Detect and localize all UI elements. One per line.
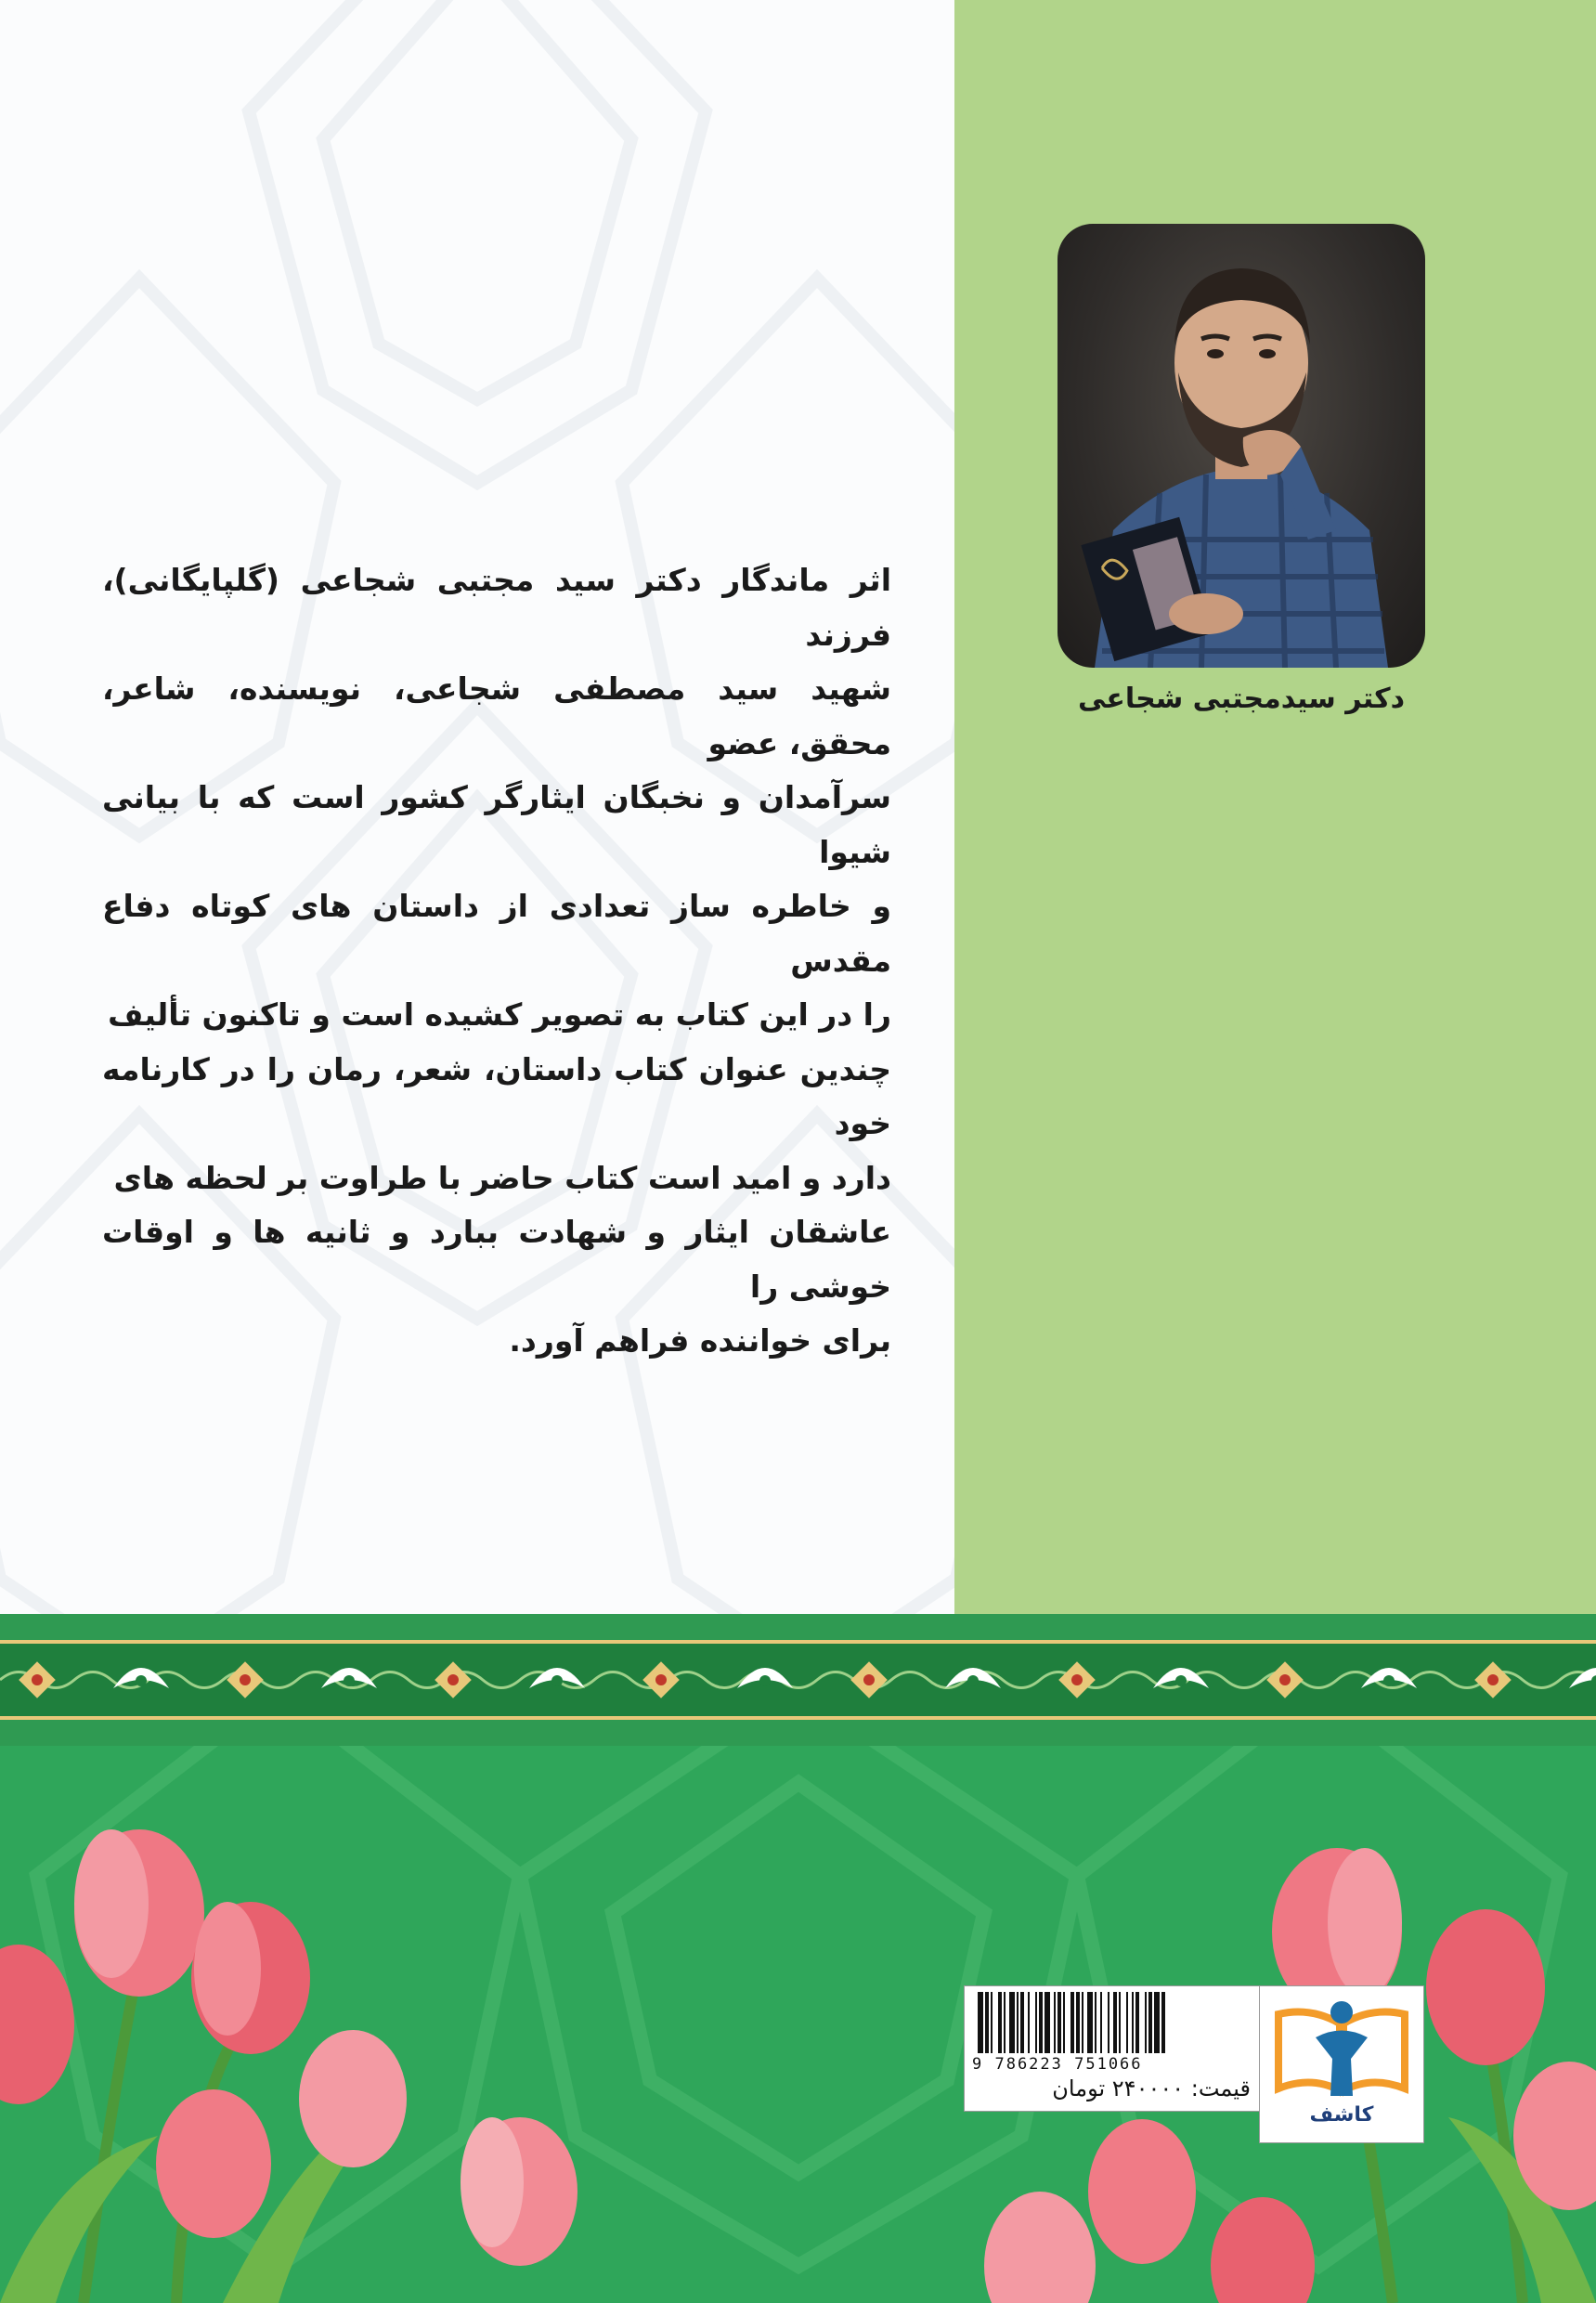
- barcode-bar: [1100, 1992, 1102, 2053]
- barcode-bar: [1028, 1992, 1030, 2053]
- blurb-line: شهید سید مصطفی شجاعی، نویسنده، شاعر، محقق، عضو: [102, 670, 891, 761]
- barcode-bar: [1135, 1992, 1139, 2053]
- author-portrait: [1058, 224, 1425, 668]
- barcode-bar: [1126, 1992, 1128, 2053]
- barcode-bar: [1054, 1992, 1056, 2053]
- barcode-bar: [1145, 1992, 1147, 2053]
- barcode-bar: [978, 1992, 983, 2053]
- blurb-line: اثر ماندگار دکتر سید مجتبی شجاعی (گلپایگانی)، فرزند: [102, 562, 891, 653]
- gold-motif: [1266, 1661, 1304, 1698]
- barcode-bar: [1063, 1992, 1065, 2053]
- author-blurb: [102, 553, 891, 1369]
- barcode-bar: [1119, 1992, 1121, 2053]
- barcode-bar: [1148, 1992, 1152, 2053]
- barcode-bar: [1009, 1992, 1015, 2053]
- blurb-line: برای خواننده فراهم آورد.: [509, 1322, 891, 1359]
- gold-motif: [19, 1661, 56, 1698]
- barcode-bar: [1082, 1992, 1083, 2053]
- white-motif: [1361, 1668, 1417, 1688]
- barcode-bar: [1108, 1992, 1109, 2053]
- white-motif: [1569, 1668, 1596, 1688]
- barcode-bar: [1017, 1992, 1019, 2053]
- blurb-line: سرآمدان و نخبگان ایثارگر کشور است که با بیانی شیوا: [102, 779, 891, 870]
- blurb-line: و خاطره ساز تعدادی از داستان های کوتاه دفاع مقدس: [102, 888, 891, 979]
- barcode-bar: [1058, 1992, 1061, 2053]
- barcode-bar: [998, 1992, 1002, 2053]
- gold-motif: [227, 1661, 264, 1698]
- isbn-number: 9 786223 751066: [972, 2055, 1143, 2074]
- gold-motif: [642, 1661, 680, 1698]
- barcode-box: [964, 1985, 1261, 2112]
- blurb-line: دارد و امید است کتاب حاضر با طراوت بر لحظه های: [113, 1159, 891, 1196]
- blurb-line: چندین عنوان کتاب داستان، شعر، رمان را در کارنامه خود: [102, 1050, 891, 1141]
- author-photo: [1058, 224, 1425, 668]
- barcode-bar: [1070, 1992, 1074, 2053]
- isbn-barcode: [974, 1992, 1252, 2055]
- publisher-logo-box: [1259, 1985, 1424, 2143]
- gold-motif: [850, 1661, 888, 1698]
- barcode-bar: [1076, 1992, 1080, 2053]
- publisher-logo-icon: [1260, 1986, 1423, 2107]
- blurb-line: عاشقان ایثار و شهادت ببارد و ثانیه ها و اوقات خوشی را: [102, 1214, 891, 1305]
- barcode-bar: [1035, 1992, 1037, 2053]
- gold-motif: [1474, 1661, 1512, 1698]
- white-motif: [321, 1668, 377, 1688]
- text-panel: [0, 0, 954, 1614]
- publisher-name: کاشف: [1309, 2103, 1374, 2127]
- barcode-bar: [991, 1992, 993, 2053]
- barcode-bar: [1154, 1992, 1160, 2053]
- barcode-bar: [1132, 1992, 1134, 2053]
- barcode-bar: [1020, 1992, 1024, 2053]
- barcode-bar: [985, 1992, 989, 2053]
- gold-motif: [1058, 1661, 1096, 1698]
- barcode-bar: [1045, 1992, 1050, 2053]
- barcode-bar: [1039, 1992, 1043, 2053]
- left-tulips: [0, 1829, 577, 2303]
- author-caption: دکتر سیدمجتبی شجاعی: [1078, 683, 1405, 715]
- arabesque-ornament: [0, 1644, 1596, 1716]
- ornament-strip: [0, 1640, 1596, 1720]
- barcode-bar: [1161, 1992, 1165, 2053]
- barcode-bar: [1113, 1992, 1117, 2053]
- barcode-bar: [1087, 1992, 1093, 2053]
- barcode-bar: [1004, 1992, 1006, 2053]
- white-motif: [737, 1668, 793, 1688]
- barcode-bar: [1095, 1992, 1096, 2053]
- blurb-line: را در این کتاب به تصویر کشیده است و تاکنون تألیف: [108, 996, 891, 1033]
- price-label: قیمت: ۲۴۰۰۰۰ تومان: [1052, 2075, 1251, 2101]
- gold-motif: [435, 1661, 472, 1698]
- white-motif: [945, 1668, 1001, 1688]
